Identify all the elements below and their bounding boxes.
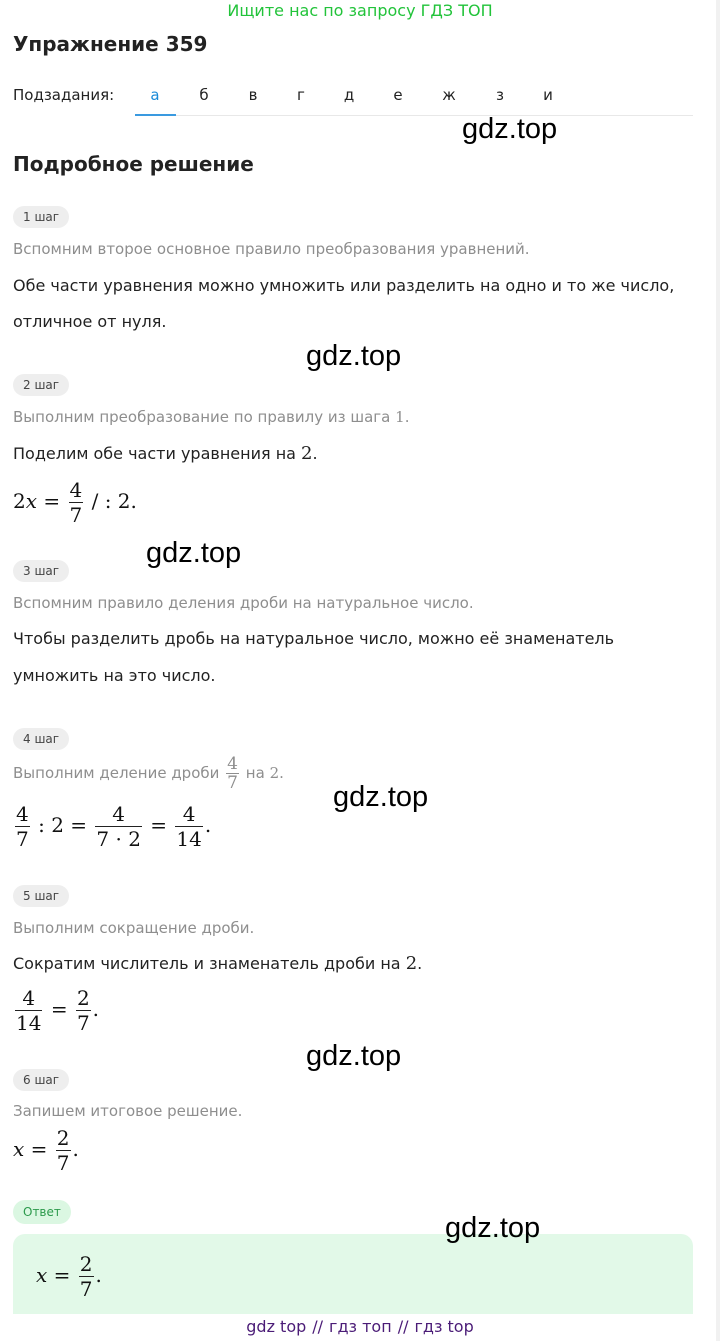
step-6-var: x xyxy=(13,1137,25,1161)
step-4-frac2-num: 4 xyxy=(95,802,142,827)
step-4-frac2-den: 7 · 2 xyxy=(96,827,141,851)
step-5-frac1-num: 4 xyxy=(15,986,42,1011)
step-5-badge: 5 шаг xyxy=(13,885,69,907)
footer-separator: // xyxy=(312,1317,324,1336)
tab-d[interactable]: д xyxy=(343,86,355,104)
watermark: gdz.top xyxy=(306,340,402,372)
tab-e[interactable]: е xyxy=(393,86,403,104)
step-2-text-body: Поделим обе части уравнения на xyxy=(13,444,296,463)
step-2-hint-number: 1 xyxy=(395,408,405,426)
step-6-frac-den: 7 xyxy=(56,1151,70,1175)
step-4-hint-num: 4 xyxy=(227,754,238,774)
step-6-hint: Запишем итоговое решение. xyxy=(13,1102,243,1120)
section-title: Подробное решение xyxy=(13,152,254,176)
step-6-fraction xyxy=(56,1126,71,1175)
step-3-hint: Вспомним правило деления дроби на натуральное число. xyxy=(13,594,474,612)
search-banner: Ищите нас по запросу ГДЗ ТОП xyxy=(227,1,493,20)
step-4-fraction-1 xyxy=(15,802,30,851)
step-4-badge: 4 шаг xyxy=(13,728,69,750)
step-3-text-line-1: Чтобы разделить дробь на натуральное число, можно её знаменатель xyxy=(13,629,615,648)
step-4-hint: Выполним деление дроби $\frac{4}{7}$ на 2. xyxy=(13,754,284,793)
step-5-frac2-num: 2 xyxy=(76,986,90,1010)
tab-zh[interactable]: ж xyxy=(442,86,456,104)
step-5-text-number: 2 xyxy=(405,953,418,974)
scrollbar[interactable] xyxy=(716,0,720,1341)
answer-box xyxy=(13,1234,693,1314)
step-1-badge: 1 шаг xyxy=(13,206,69,228)
step-2-var: x xyxy=(25,489,38,513)
step-2-hint: Выполним преобразование по правилу из шага 1. xyxy=(13,408,410,426)
answer-frac-den: 7 xyxy=(79,1277,93,1301)
step-4-frac3-den: 14 xyxy=(176,827,202,851)
step-6-equation: x = $\frac{2}{7}$ . xyxy=(13,1126,79,1175)
tab-v[interactable]: в xyxy=(248,86,258,104)
answer-frac-num: 2 xyxy=(79,1252,93,1276)
watermark: gdz.top xyxy=(146,537,242,569)
step-2-fraction xyxy=(69,478,84,527)
footer-link-gdz-top-ru[interactable]: гдз топ xyxy=(329,1317,392,1336)
page-title: Упражнение 359 xyxy=(13,32,208,56)
step-5-fraction-2 xyxy=(76,986,91,1035)
step-4-hint-pre: Выполним деление дроби xyxy=(13,764,220,782)
step-4-equation: $\frac{4}{7}$ : 2 = $\frac{4}{7 \cdot 2}$ = $\frac{4}{14}$ . xyxy=(16,802,212,851)
step-2-frac-num: 4 xyxy=(69,478,83,502)
answer-var: x xyxy=(36,1263,48,1287)
step-2-badge: 2 шаг xyxy=(13,374,69,396)
step-5-fraction-1 xyxy=(15,986,42,1035)
step-5-frac1-den: 14 xyxy=(16,1011,42,1035)
step-4-divide: : 2 = xyxy=(38,813,88,837)
tab-b[interactable]: б xyxy=(199,86,209,104)
watermark: gdz.top xyxy=(333,781,429,813)
answer-equation: x = $\frac{2}{7}$ . xyxy=(36,1252,102,1301)
step-2-text: Поделим обе части уравнения на 2. xyxy=(13,443,318,464)
active-tab-indicator xyxy=(135,114,176,116)
tab-i[interactable]: и xyxy=(543,86,553,104)
step-5-text-body: Сократим числитель и знаменатель дроби на xyxy=(13,954,401,973)
answer-badge: Ответ xyxy=(13,1200,71,1224)
step-5-frac2-den: 7 xyxy=(76,1011,90,1035)
step-6-badge: 6 шаг xyxy=(13,1069,69,1091)
footer-links xyxy=(0,1315,720,1339)
footer-link-gdz-top-mixed[interactable]: гдз top xyxy=(414,1317,474,1336)
step-3-text-line-2: умножить на это число. xyxy=(13,666,216,685)
tab-a[interactable]: а xyxy=(150,86,160,104)
step-1-text-line-1: Обе части уравнения можно умножить или разделить на одно и то же число, xyxy=(13,276,675,295)
step-5-equation: $\frac{4}{14}$ = $\frac{2}{7}$ . xyxy=(16,986,100,1035)
footer-link-gdz-top[interactable]: gdz top xyxy=(246,1317,307,1336)
step-6-frac-num: 2 xyxy=(56,1126,70,1150)
step-4-hint-value: 2 xyxy=(269,764,280,782)
step-4-frac1-num: 4 xyxy=(16,802,29,826)
footer-separator: // xyxy=(397,1317,409,1336)
step-4-hint-den: 7 xyxy=(227,773,238,793)
step-4-fraction-3 xyxy=(175,802,202,851)
step-2-frac-den: 7 xyxy=(69,503,83,527)
watermark: gdz.top xyxy=(306,1040,402,1072)
watermark: gdz.top xyxy=(445,1212,541,1244)
step-4-fraction-2 xyxy=(95,802,142,851)
step-5-text: Сократим числитель и знаменатель дроби на 2. xyxy=(13,953,423,974)
tabs-divider xyxy=(135,115,693,116)
step-2-coef: 2 xyxy=(13,489,26,513)
step-2-text-number: 2 xyxy=(301,443,313,464)
step-3-badge: 3 шаг xyxy=(13,560,69,582)
answer-fraction xyxy=(79,1252,94,1301)
tab-z[interactable]: з xyxy=(496,86,504,104)
step-4-frac3-num: 4 xyxy=(175,802,202,827)
step-1-text-line-2: отличное от нуля. xyxy=(13,312,167,331)
watermark: gdz.top xyxy=(462,113,558,145)
step-4-hint-mid: на xyxy=(245,764,265,782)
step-2-hint-text: Выполним преобразование по правилу из шага xyxy=(13,408,391,426)
step-4-frac1-den: 7 xyxy=(16,827,29,851)
step-2-equation: 2x = $\frac{4}{7}$ / : 2. xyxy=(13,478,137,527)
step-5-hint: Выполним сокращение дроби. xyxy=(13,919,255,937)
tab-g[interactable]: г xyxy=(297,86,305,104)
step-1-hint: Вспомним второе основное правило преобразования уравнений. xyxy=(13,240,530,258)
step-4-hint-fraction xyxy=(226,755,239,792)
subtasks-label: Подзадания: xyxy=(13,86,115,104)
step-2-tail: / : 2. xyxy=(91,489,137,513)
